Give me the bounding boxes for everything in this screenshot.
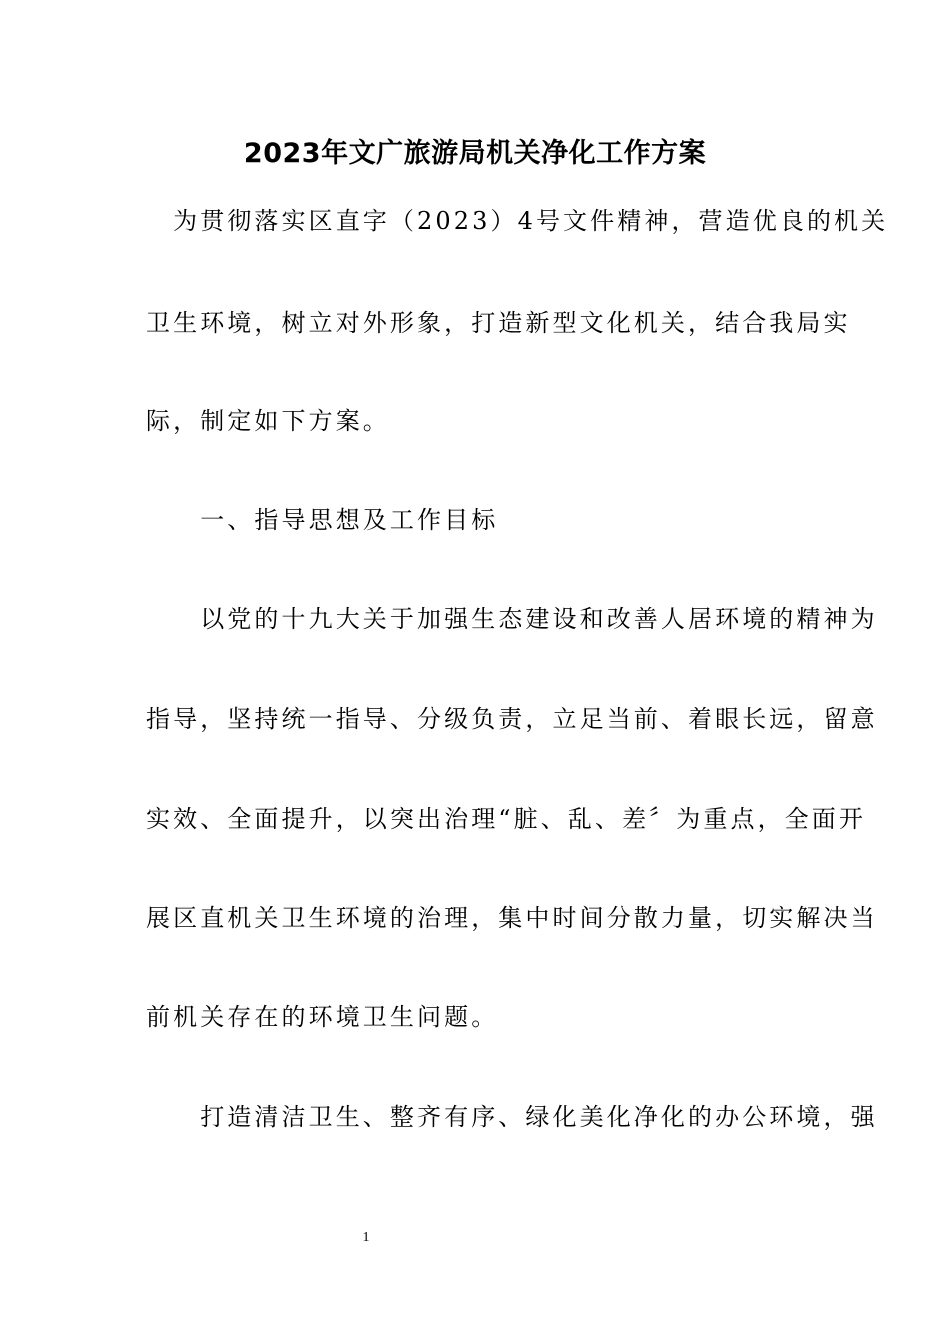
paragraph-line: 以党的十九大关于加强生态建设和改善人居环境的精神为 [146, 605, 878, 633]
paragraph-line: 指导，坚持统一指导、分级负责，立足当前、着眼长远，留意 [146, 705, 878, 733]
paragraph-line: 际，制定如下方案。 [146, 407, 390, 435]
paragraph-line: 为贯彻落实区直字（2023）4号文件精神，营造优良的机关 [146, 207, 889, 235]
paragraph-line: 前机关存在的环境卫生问题。 [146, 1003, 499, 1031]
section-heading: 一、指导思想及工作目标 [146, 506, 499, 534]
paragraph-line: 打造清洁卫生、整齐有序、绿化美化净化的办公环境，强 [146, 1103, 878, 1131]
paragraph-line: 展区直机关卫生环境的治理，集中时间分散力量，切实解决当 [146, 904, 878, 932]
page-number: 1 [362, 1230, 370, 1245]
paragraph-line: 卫生环境，树立对外形象，打造新型文化机关，结合我局实 [146, 309, 851, 337]
document-title: 2023年文广旅游局机关净化工作方案 [243, 138, 707, 169]
paragraph-line: 实效、全面提升，以突出治理“脏、乱、差〞为重点，全面开 [146, 805, 866, 833]
